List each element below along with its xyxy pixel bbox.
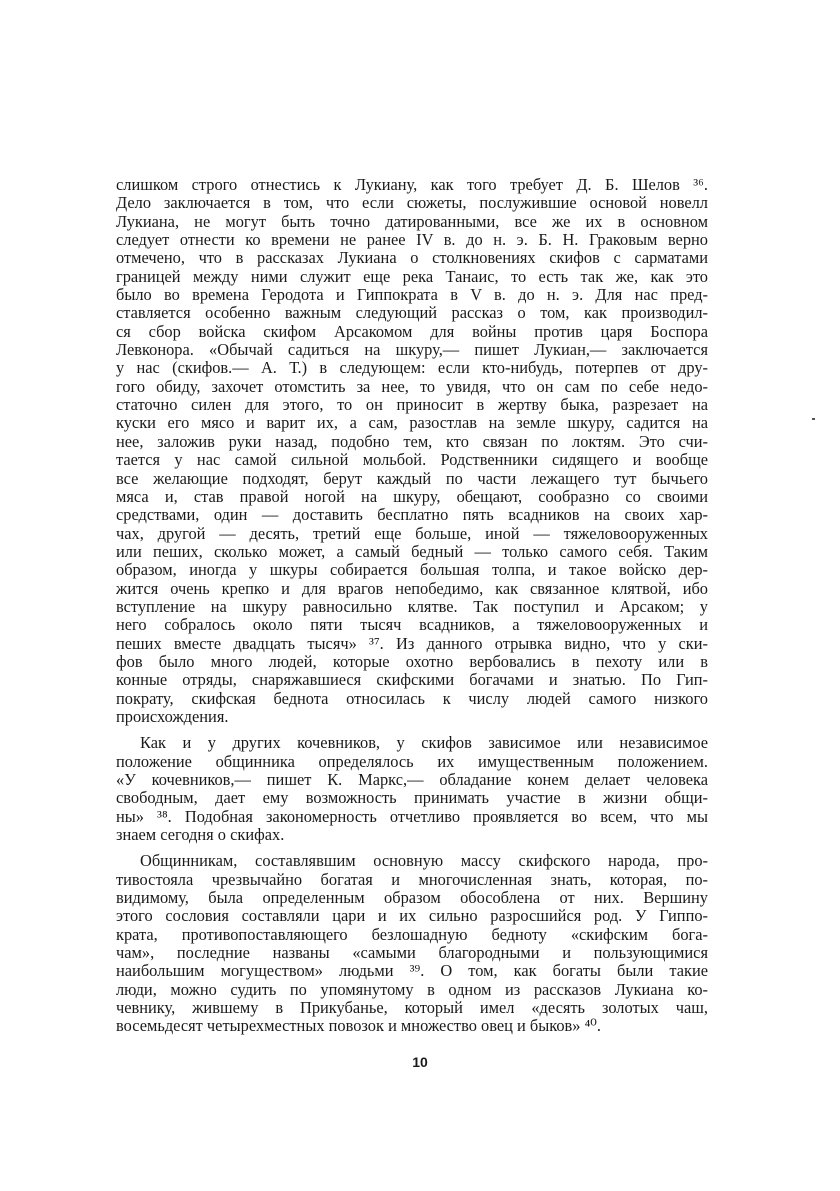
text-line: куски его мясо и варит их, а сам, разостлав на земле шкуру, садится на [116,413,708,433]
text-line: Левконора. «Обычай садиться на шкуру,— пишет Лукиан,— заключается [116,340,708,360]
text-line: Как и у других кочевников, у скифов зависимое или независимое [140,733,708,753]
text-line: жится очень крепко и для врагов непобедимо, как связанное клятвой, ибо [116,578,708,598]
text-line: конные отряды, снаряжавшиеся скифскими богачами и знатью. По Гип- [116,670,708,690]
paragraph [116,852,708,1035]
text-line: гого обиду, захочет отомстить за нее, то увидя, что он сам по себе недо- [116,376,708,396]
text-line: слишком строго отнестись к Лукиану, как того требует Д. Б. Шелов ³⁶. [116,175,708,194]
text-line: Общинникам, составлявшим основную массу скифского народа, про- [140,851,708,871]
text-line: крата, противопоставляющего безлошадную бедноту «скифским бога- [116,924,708,944]
text-line: чах, другой — десять, третий еще больше, иной — тяжеловооруженных [116,523,708,543]
text-line: положение общинника определялось их имущественным положением. [116,751,708,771]
text-line: Лукиана, не могут быть точно датированными, все же их в основном [116,211,708,231]
text-line: средствами, один — доставить бесплатно пять всадников на своих хар- [116,505,708,525]
text-line: пеших вместе двадцать тысяч» ³⁷. Из данного отрывка видно, что у ски- [116,633,708,653]
text-line: пократу, скифская беднота относилась к числу людей самого низкого [116,688,708,708]
text-line: отмечено, что в рассказах Лукиана о столкновениях скифов с сарматами [116,248,708,268]
text-line: нее, заложив руки назад, подобно тем, кто связан по локтям. Это счи- [116,431,708,451]
text-line: ны» ³⁸. Подобная закономерность отчетливо проявляется во всем, что мы [116,806,708,826]
text-line: вступление на шкуру равносильно клятве. Так поступил и Арсаком; у [116,596,708,616]
text-line: ставляется особенно важным следующий рассказ о том, как производил- [116,303,708,323]
text-line: у нас (скифов.— А. Т.) в следующем: если кто-нибудь, потерпев от дру- [116,358,708,378]
text-line: этого сословия составляли цари и их сильно разросшийся род. У Гиппо- [116,906,708,926]
text-line: свободным, дает ему возможность принимать участие в жизни общи- [116,788,708,808]
paragraph [116,176,708,726]
text-line: люди, можно судить по упомянутому в одном из рассказов Лукиана ко- [116,979,708,999]
text-line: Дело заключается в том, что если сюжеты, послужившие основой новелл [116,193,708,213]
text-line: было во времена Геродота и Гиппократа в V в. до н. э. Для нас пред- [116,285,708,305]
text-line: или пеших, сколько может, а самый бедный — только самого себя. Таким [116,541,708,561]
text-line: чевнику, жившему в Прикубанье, который имел «десять золотых чаш, [116,998,708,1018]
text-line: происхождения. [116,706,229,726]
text-line: видимому, была определенным образом обособлена от них. Вершину [116,888,708,908]
text-line: чам», последние названы «самыми благородными и пользующимися [116,943,708,963]
text-line: образом, иногда у шкуры собирается большая толпа, и такое войско дер- [116,560,708,580]
text-line: знаем сегодня о скифах. [116,825,285,845]
text-line: все желающие подходят, берут каждый по части лежащего тут бычьего [116,468,708,488]
text-line: наибольшим могуществом» людьми ³⁹. О том, как богаты были такие [116,961,708,981]
text-line: статочно силен для этого, то он приносит в жертву быка, разрезает на [116,395,708,415]
text-line: мяса и, став правой ногой на шкуру, обещают, сообразно со своими [116,486,708,506]
text-line: границей между ними служит еще река Танаис, то есть так же, как это [116,266,708,286]
margin-speck [812,418,815,420]
text-line: тивостояла чрезвычайно богатая и многочисленная знать, которая, по- [116,869,708,889]
text-line: следует отнести ко времени не ранее IV в. до н. э. Б. Н. Граковым верно [116,230,708,250]
text-line: восемьдесят четырехместных повозок и множество овец и быков» ⁴⁰. [116,1016,601,1036]
paragraph [116,734,708,844]
text-line: «У кочевников,— пишет К. Маркс,— обладание конем делает человека [116,770,708,789]
text-line: фов было много людей, которые охотно вербовались в пехоту или в [116,651,708,671]
text-line: тается у нас самой сильной мольбой. Родственники сидящего и вообще [116,450,708,470]
page-number: 10 [412,1054,428,1070]
text-line: него собралось около пяти тысяч всадников, а тяжеловооруженных и [116,615,708,635]
text-line: ся сбор войска скифом Арсакомом для войны против царя Боспора [116,321,708,341]
body-text [116,176,708,1036]
